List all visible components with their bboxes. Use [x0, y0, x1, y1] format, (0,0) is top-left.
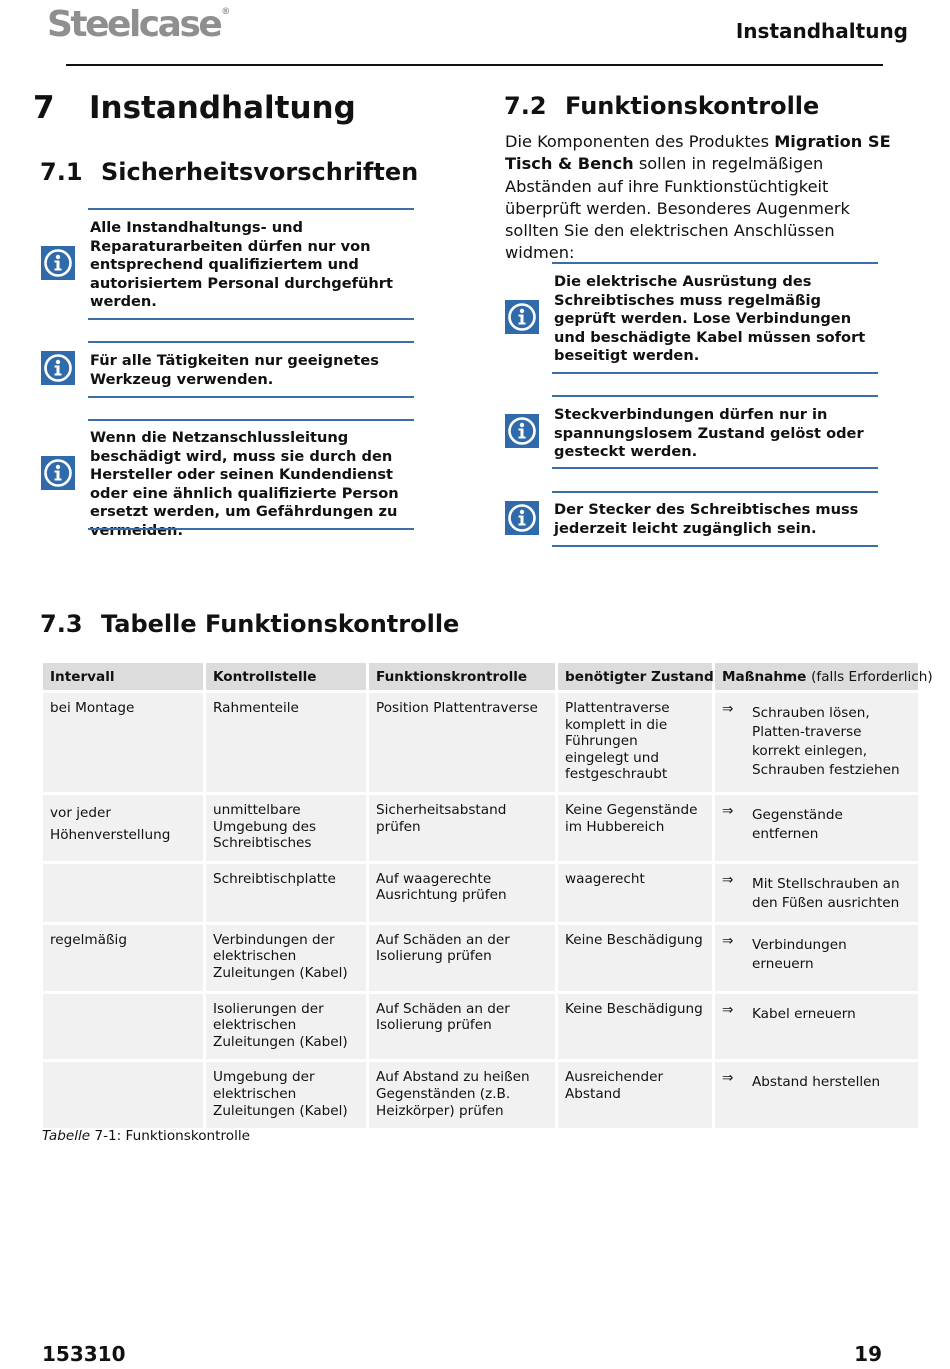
cell-required-state: waagerecht: [558, 864, 712, 922]
steelcase-logo: [47, 4, 230, 45]
cell-interval: [43, 864, 203, 922]
column-header-interval: Intervall: [43, 663, 203, 690]
cell-function-check: Auf Schäden an der Isolierung prüfen: [369, 925, 555, 991]
cell-function-check: Auf Schäden an der Isolierung prüfen: [369, 994, 555, 1060]
note-top-rule: [88, 341, 414, 343]
function-note-3: Der Stecker des Schreibtisches muss jederzeit leicht zugänglich sein.: [554, 501, 859, 537]
intro-text-end: sollen in regelmäßigen Abständen auf ihre Funktionstüchtigkeit überprüft werden. Besonderes Augenmerk sollten Sie den elektrischen Anschlüssen widmen:: [505, 154, 850, 263]
column-header-check-point: Kontrollstelle: [206, 663, 366, 690]
cell-check-point: Rahmenteile: [206, 693, 366, 792]
note-bottom-rule: [88, 318, 414, 320]
arrow-icon: ⇒: [722, 1001, 734, 1018]
cell-function-check: Auf Abstand zu heißen Gegenständen (z.B. Heizkörper) prüfen: [369, 1062, 555, 1128]
note-top-rule: [552, 262, 878, 264]
logo-text: Steelcase: [47, 4, 221, 45]
cell-action: [715, 795, 918, 861]
cell-required-state: Plattentraverse komplett in die Führungen eingelegt und festgeschraubt: [558, 693, 712, 792]
function-note-2: Steckverbindungen dürfen nur in spannungslosem Zustand gelöst oder gesteckt werden.: [554, 406, 864, 461]
section-number: 7.3: [40, 610, 83, 638]
chapter-title: Instandhaltung: [89, 90, 356, 126]
note-bottom-rule: [552, 545, 878, 547]
info-icon: [41, 246, 75, 280]
section-title: Tabelle Funktionskontrolle: [101, 610, 460, 638]
cell-check-point: Schreibtischplatte: [206, 864, 366, 922]
section-heading-table: [40, 610, 459, 638]
note-bottom-rule: [552, 467, 878, 469]
arrow-icon: ⇒: [722, 701, 734, 717]
info-icon: [41, 351, 75, 385]
note-top-rule: [552, 395, 878, 397]
cell-interval: [43, 1062, 203, 1128]
header-divider: [66, 64, 883, 66]
arrow-icon: ⇒: [722, 1070, 734, 1087]
note-top-rule: [552, 491, 878, 493]
cell-action: [715, 994, 918, 1060]
function-note-1: Die elektrische Ausrüstung des Schreibtisches muss regelmäßig geprüft werden. Lose Verbindungen und beschädigte Kabel müssen sofort beseitigt werden.: [554, 273, 866, 365]
cell-interval: [43, 795, 203, 861]
footer-page-number: 19: [854, 1342, 882, 1366]
function-check-intro: [505, 131, 897, 265]
table-row: [43, 994, 918, 1060]
info-icon: [505, 501, 539, 535]
action-text: Gegenstände entfernen: [752, 806, 843, 842]
chapter-heading: [33, 90, 356, 126]
cell-action: [715, 1062, 918, 1128]
cell-check-point: unmittelbare Umgebung des Schreibtisches: [206, 795, 366, 861]
arrow-icon: ⇒: [722, 932, 734, 949]
action-text: Abstand herstellen: [752, 1074, 881, 1091]
note-top-rule: [88, 419, 414, 421]
table-row: [43, 1062, 918, 1128]
chapter-number: 7: [33, 90, 55, 126]
cell-check-point: Verbindungen der elektrischen Zuleitungen (Kabel): [206, 925, 366, 991]
header-section-title: Instandhaltung: [735, 19, 908, 43]
action-text: Verbindungen erneuern: [752, 936, 847, 972]
table-row: [43, 864, 918, 922]
cell-required-state: Keine Beschädigung: [558, 994, 712, 1060]
note-bottom-rule: [88, 396, 414, 398]
section-number: 7.2: [504, 92, 547, 120]
section-title: Sicherheitsvorschriften: [101, 158, 419, 186]
info-icon: [505, 300, 539, 334]
section-number: 7.1: [40, 158, 83, 186]
function-check-table: [40, 660, 933, 1131]
safety-note-2: Für alle Tätigkeiten nur geeignetes Werkzeug verwenden.: [90, 352, 379, 388]
table-row: [43, 795, 918, 861]
note-bottom-rule: [552, 372, 878, 374]
footer-document-number: 153310: [42, 1342, 126, 1366]
table-header-row: [43, 663, 918, 690]
action-text: Mit Stellschrauben an den Füßen ausrichten: [752, 875, 900, 911]
section-heading-safety: [40, 158, 418, 186]
cell-action: [715, 864, 918, 922]
intro-text-start: Die Komponenten des Produktes: [505, 132, 775, 151]
action-header-suffix: (falls Erforderlich): [811, 668, 933, 685]
column-header-function-check: Funktionskrontrolle: [369, 663, 555, 690]
cell-function-check: Auf waagerechte Ausrichtung prüfen: [369, 864, 555, 922]
note-bottom-rule: [88, 528, 414, 530]
table-row: [43, 693, 918, 792]
action-text: Kabel erneuern: [752, 1005, 856, 1022]
arrow-icon: ⇒: [722, 802, 734, 819]
safety-note-3: Wenn die Netzanschlussleitung beschädigt wird, muss sie durch den Hersteller oder seinen Kundendienst oder eine ähnlich qualifizierte Person ersetzt werden, um Gefährdungen zu vermeiden.: [90, 429, 399, 539]
product-name: Migration SE Tisch & Bench: [505, 132, 891, 174]
arrow-icon: ⇒: [722, 871, 734, 888]
column-header-required-state: benötigter Zustand: [558, 663, 712, 690]
interval-text: vor jeder Höhenverstellung: [50, 804, 171, 843]
section-title: Funktionskontrolle: [565, 92, 820, 120]
action-header-label: Maßnahme: [722, 668, 807, 685]
cell-interval: bei Montage: [43, 693, 203, 792]
cell-required-state: Keine Gegenstände im Hubbereich: [558, 795, 712, 861]
cell-function-check: Position Plattentraverse: [369, 693, 555, 792]
section-heading-function-check: [504, 92, 819, 120]
logo-registered-mark: ®: [221, 7, 231, 17]
info-icon: [505, 414, 539, 448]
safety-note-1: Alle Instandhaltungs- und Reparaturarbeiten dürfen nur von entsprechend qualifiziertem und autorisiertem Personal durchgeführt werden.: [90, 219, 393, 311]
cell-interval: [43, 994, 203, 1060]
caption-label: Tabelle: [42, 1128, 91, 1144]
cell-action: [715, 925, 918, 991]
cell-required-state: Ausreichender Abstand: [558, 1062, 712, 1128]
caption-text: 7-1: Funktionskontrolle: [90, 1128, 251, 1144]
table-row: [43, 925, 918, 991]
column-header-action: [715, 663, 933, 690]
cell-function-check: Sicherheitsabstand prüfen: [369, 795, 555, 861]
cell-check-point: Umgebung der elektrischen Zuleitungen (Kabel): [206, 1062, 366, 1128]
cell-required-state: Keine Beschädigung: [558, 925, 712, 991]
note-top-rule: [88, 208, 414, 210]
action-text: Schrauben lösen, Platten-traverse korrekt einlegen, Schrauben festziehen: [752, 705, 900, 778]
cell-check-point: Isolierungen der elektrischen Zuleitungen (Kabel): [206, 994, 366, 1060]
cell-action: [715, 693, 918, 792]
info-icon: [41, 456, 75, 490]
table-caption: [42, 1128, 250, 1144]
cell-interval: regelmäßig: [43, 925, 203, 991]
